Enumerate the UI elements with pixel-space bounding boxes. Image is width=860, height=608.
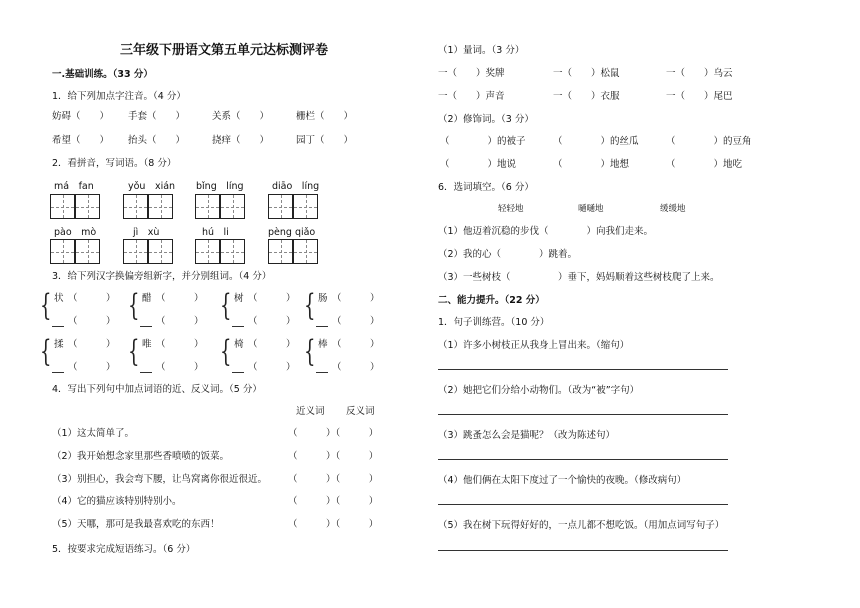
q3-blank[interactable] xyxy=(316,372,328,373)
q1-item: 园丁（ ） xyxy=(296,135,354,146)
q3-paren: （ ） xyxy=(156,293,204,304)
section-2-heading: 二、能力提升。（22 分） xyxy=(438,295,545,306)
sentence-item: （4）他们俩在太阳下度过了一个愉快的夜晚。（修改病句） xyxy=(438,475,687,486)
q5-instruction: 5．按要求完成短语练习。（6 分） xyxy=(52,544,196,555)
q3-paren: （ ） xyxy=(248,339,296,350)
pinyin-label: yǒu xián xyxy=(128,181,176,192)
q4-instruction: 4．写出下列句中加点词语的近、反义词。（5 分） xyxy=(52,384,262,395)
q3-char: 树 xyxy=(234,293,244,304)
q1-item: 希望（ ） xyxy=(52,135,110,146)
q1-item: 挠痒（ ） xyxy=(212,135,270,146)
q3-blank[interactable] xyxy=(52,372,64,373)
q3-paren: （ ） xyxy=(156,362,204,373)
q4-header-synonym: 近义词 xyxy=(296,406,325,417)
q3-paren: （ ） xyxy=(156,316,204,327)
q4-paren: （ ）（ ） xyxy=(288,519,379,530)
q6-item: （1）他迈着沉稳的步伐（ ）向我们走来。 xyxy=(438,226,654,237)
answer-line[interactable] xyxy=(438,504,728,505)
pinyin-label: jì xù xyxy=(133,227,160,238)
measure-word-item: 一（ ）奖牌 xyxy=(438,68,505,79)
brace-icon: { xyxy=(40,334,52,369)
writing-grid-cell[interactable] xyxy=(50,239,75,264)
q4-item: （3）别担心，我会弯下腰，让鸟窝离你很近很近。 xyxy=(52,474,268,485)
q6-item: （2）我的心（ ）跳着。 xyxy=(438,249,578,260)
writing-grid-cell[interactable] xyxy=(148,239,173,264)
q1-item: 抬头（ ） xyxy=(128,135,186,146)
measure-word-item: 一（ ）衣服 xyxy=(553,91,620,102)
q4-header-antonym: 反义词 xyxy=(346,406,375,417)
pinyin-label: má fan xyxy=(54,181,94,192)
brace-icon: { xyxy=(128,334,140,369)
q6-instruction: 6．选词填空。（6 分） xyxy=(438,182,534,193)
measure-word-item: 一（ ）尾巴 xyxy=(666,91,733,102)
answer-line[interactable] xyxy=(438,369,728,370)
brace-icon: { xyxy=(220,334,232,369)
answer-line[interactable] xyxy=(438,414,728,415)
pinyin-label: pèng qiǎo xyxy=(268,227,316,238)
measure-word-item: 一（ ）声音 xyxy=(438,91,505,102)
writing-grid-cell[interactable] xyxy=(75,194,100,219)
r2-heading: （2）修饰词。（3 分） xyxy=(438,114,534,125)
q3-paren: （ ） xyxy=(68,293,116,304)
q3-blank[interactable] xyxy=(52,326,64,327)
measure-word-item: 一（ ）松鼠 xyxy=(553,68,620,79)
modifier-item: （ ）的被子 xyxy=(440,136,526,147)
q3-char: 棒 xyxy=(318,339,328,350)
writing-grid-cell[interactable] xyxy=(220,194,245,219)
q3-instruction: 3．给下列汉字换偏旁组新字，并分别组词。（4 分） xyxy=(52,271,272,282)
q3-char: 状 xyxy=(54,293,64,304)
q3-paren: （ ） xyxy=(68,316,116,327)
writing-grid-cell[interactable] xyxy=(293,239,318,264)
brace-icon: { xyxy=(304,334,316,369)
q4-item: （4）它的猫应该特别特别小。 xyxy=(52,496,182,507)
modifier-item: （ ）的丝瓜 xyxy=(553,136,639,147)
q3-blank[interactable] xyxy=(232,372,244,373)
q1-item: 妨碍（ ） xyxy=(52,111,110,122)
writing-grid-cell[interactable] xyxy=(123,194,148,219)
measure-word-item: 一（ ）乌云 xyxy=(666,68,733,79)
q3-blank[interactable] xyxy=(232,326,244,327)
q1-item: 栅栏（ ） xyxy=(296,111,354,122)
q6-item: （3）一些树枝（ ）垂下，妈妈顺着这些树枝爬了上来。 xyxy=(438,272,720,283)
q3-paren: （ ） xyxy=(248,316,296,327)
sentence-item: （2）她把它们分给小动物们。（改为“被”字句） xyxy=(438,385,640,396)
writing-grid-cell[interactable] xyxy=(123,239,148,264)
q3-paren: （ ） xyxy=(68,339,116,350)
r-q1-instruction: 1．句子训练营。（10 分） xyxy=(438,317,550,328)
writing-grid-cell[interactable] xyxy=(50,194,75,219)
sentence-item: （1）许多小树枝正从我身上冒出来。（缩句） xyxy=(438,340,630,351)
q3-paren: （ ） xyxy=(156,339,204,350)
modifier-item: （ ）地吃 xyxy=(666,159,743,170)
writing-grid-cell[interactable] xyxy=(220,239,245,264)
page-title: 三年级下册语文第五单元达标测评卷 xyxy=(120,43,329,58)
q3-paren: （ ） xyxy=(332,339,380,350)
pinyin-label: hú li xyxy=(202,227,229,238)
word-choice: 嗵嗵地 xyxy=(578,204,604,214)
pinyin-label: diāo líng xyxy=(272,181,320,192)
q3-char: 揉 xyxy=(54,339,64,350)
q4-paren: （ ）（ ） xyxy=(288,496,379,507)
q3-paren: （ ） xyxy=(248,293,296,304)
q4-paren: （ ）（ ） xyxy=(288,451,379,462)
q4-item: （1）这太简单了。 xyxy=(52,428,135,439)
q3-paren: （ ） xyxy=(332,293,380,304)
q4-item: （5）天哪，那可是我最喜欢吃的东西！ xyxy=(52,519,220,530)
q3-paren: （ ） xyxy=(332,316,380,327)
word-choice: 缓缓地 xyxy=(660,204,686,214)
brace-icon: { xyxy=(304,288,316,323)
writing-grid-cell[interactable] xyxy=(195,194,220,219)
answer-line[interactable] xyxy=(438,459,728,460)
brace-icon: { xyxy=(128,288,140,323)
writing-grid-cell[interactable] xyxy=(268,194,293,219)
writing-grid-cell[interactable] xyxy=(148,194,173,219)
section-1-heading: 一.基础训练。（33 分） xyxy=(52,69,153,80)
q4-paren: （ ）（ ） xyxy=(288,428,379,439)
brace-icon: { xyxy=(40,288,52,323)
brace-icon: { xyxy=(220,288,232,323)
q3-char: 椅 xyxy=(234,339,244,350)
q3-char: 肠 xyxy=(318,293,328,304)
modifier-item: （ ）地说 xyxy=(440,159,517,170)
q3-char: 唯 xyxy=(142,339,152,350)
q3-paren: （ ） xyxy=(332,362,380,373)
pinyin-label: pào mò xyxy=(54,227,97,238)
pinyin-label: bǐng líng xyxy=(196,181,244,192)
q3-blank[interactable] xyxy=(316,326,328,327)
q1-item: 手套（ ） xyxy=(128,111,186,122)
q3-paren: （ ） xyxy=(68,362,116,373)
writing-grid-cell[interactable] xyxy=(75,239,100,264)
writing-grid-cell[interactable] xyxy=(268,239,293,264)
q2-instruction: 2．看拼音，写词语。（8 分） xyxy=(52,158,177,169)
q3-char: 醋 xyxy=(142,293,152,304)
word-choice: 轻轻地 xyxy=(498,204,524,214)
q3-paren: （ ） xyxy=(248,362,296,373)
r1-heading: （1）量词。（3 分） xyxy=(438,45,525,56)
q3-blank[interactable] xyxy=(140,326,152,327)
modifier-item: （ ）的豆角 xyxy=(666,136,752,147)
writing-grid-cell[interactable] xyxy=(293,194,318,219)
modifier-item: （ ）地想 xyxy=(553,159,630,170)
q3-blank[interactable] xyxy=(140,372,152,373)
q1-item: 关系（ ） xyxy=(212,111,270,122)
q4-item: （2）我开始想念家里那些香喷喷的饭菜。 xyxy=(52,451,230,462)
q1-instruction: 1．给下列加点字注音。（4 分） xyxy=(52,91,186,102)
writing-grid-cell[interactable] xyxy=(195,239,220,264)
sentence-item: （3）跳蚤怎么会是猫呢？（改为陈述句） xyxy=(438,430,616,441)
answer-line[interactable] xyxy=(438,550,728,551)
q4-paren: （ ）（ ） xyxy=(288,474,379,485)
sentence-item: （5）我在树下玩得好好的，一点儿都不想吃饭。（用加点词写句子） xyxy=(438,520,725,531)
